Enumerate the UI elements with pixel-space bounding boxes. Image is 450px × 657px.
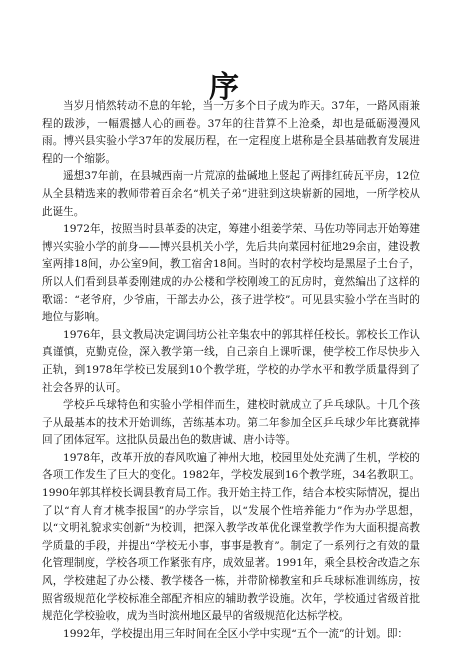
paragraph: 1992年，学校提出用三年时间在全区小学中实现“五个一流”的计划。即： [63, 627, 409, 640]
paragraph: 当岁月悄然转动不息的年轮，当一万多个日子成为昨天。37年，一路风雨兼程的跋涉，一幅震撼人心的画卷。37年的往昔算不上沧桑，却也是砥砺漫漫风雨。博兴县实验小学37年的发展历程，在一定程度上堪称是全县基础教育发展进程的一个缩影。 [42, 100, 420, 165]
paragraph: 学校乒乓球特色和实验小学相伴而生，建校时就成立了乒乓球队。十几个孩子从最基本的技术开始训练，苦练基本功。第二年参加全区乒乓球少年比赛就捧回了团体冠军。这批队员最出色的数唐诚、唐小诗等。 [42, 399, 420, 447]
paragraph: 遥想37年前，在县城西南一片荒凉的盐碱地上竖起了两排红砖瓦平房，12位从全县精选来的教师带着百余名“机关子弟”进驻到这块崭新的园地，一所学校从此诞生。 [42, 170, 420, 218]
paragraph: 1972年，按照当时县革委的决定，筹建小组姜学荣、马佐功等同志开始筹建博兴实验小学的前身——博兴县机关小学，先后共向菜园村征地29余亩，建设教室两排18间，办公室9间，教工宿舍18间。当时的农村学校均是黑屋子土台子，所以人们看到县革委刚建成的办公楼和学校刚竣工的瓦房时，竟然编出了这样的歌谣：“老爷府，少爷庙，干部去办公，孩子进学校”。可见县实验小学在当时的地位与影响。 [42, 223, 420, 324]
page-title: 序 [209, 70, 241, 105]
document-body [42, 98, 420, 643]
paragraph: 1976年，县文教局决定调闫坊公社辛集农中的郭其样任校长。郭校长工作认真谨慎，克勤克俭，深入教学第一线，自己亲自上课听课，使学校工作尽快步入正轨，到1978年学校已发展到10个教学班，学校的办学水平和教学质量得到了社会各界的认可。 [42, 328, 420, 394]
paragraph: 1978年，改革开放的春风吹遍了神州大地，校园里处处充满了生机，学校的各项工作发生了巨大的变化。1982年，学校发展到16个教学班，34名教职工。1990年郭其样校长调县教育局工作。我开始主持工作，结合本校实际情况，提出了以“育人育才桃李报国”的办学宗旨，以“发展个性培养能力”作为办学思想，以“文明礼貌求实创新”为校训，把深入教学改革优化课堂教学作为大面积提高教学质量的手段，并提出“学校无小事，事事是教育”。制定了一系列行之有效的量化管理制度，学校各项工作紧张有序，成效显著。1991年，乘全县校舍改造之东风，学校建起了办公楼、教学楼各一栋，并带阶梯教室和乒乓球标准训练房，按照省级规范化学校标准全部配齐相应的辅助教学设施。次年，学校通过省级首批规范化学校验收，成为当时滨州地区最早的省级规范化达标学校。 [42, 451, 420, 623]
